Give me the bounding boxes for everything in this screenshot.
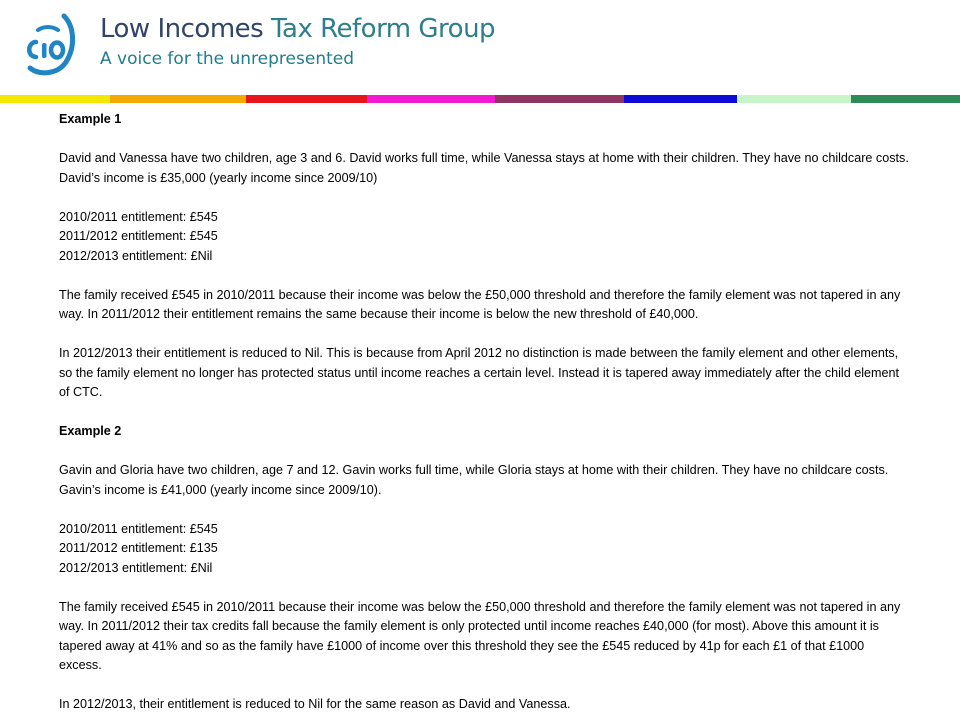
example2-entitlement-2012: 2012/2013 entitlement: £Nil [59,560,213,575]
stripe-segment [110,95,246,103]
example1-entitlement-2011: 2011/2012 entitlement: £545 [59,229,218,243]
stripe-segment [246,95,367,103]
stripe-segment [0,95,110,103]
litrg-logo [14,12,80,78]
stripe-segment [737,95,851,103]
example1-intro: David and Vanessa have two children, age 3 and 6. David works full time, while Vanessa stays at home with their children. They have no childcare costs. David’s income is £35,000 (yearly income since 2009/10) [59,151,909,185]
example2-heading: Example 2 [59,424,122,438]
color-stripe [0,95,960,103]
org-name-part1: Low Incomes [100,14,264,44]
org-name [100,14,495,44]
stripe-segment [851,95,960,103]
stripe-segment [624,95,737,103]
owl-logo-icon [14,12,80,78]
examples-content [59,110,909,715]
org-name-part2: Tax Reform Group [270,14,496,44]
example1-explanation-2: In 2012/2013 their entitlement is reduced to Nil. This is because from April 2012 no distinction is made between the family element and other elements, so the family element no longer has protected status until income reaches a certain level. Instead it is tapered away immediately after the child element of CTC. [59,346,900,399]
example1-heading: Example 1 [59,112,122,126]
example2-entitlement-2010: 2010/2011 entitlement: £545 [59,521,218,536]
example2-explanation-2: In 2012/2013, their entitlement is reduced to Nil for the same reason as David and Vanessa. [59,697,571,711]
tagline: A voice for the unrepresented [100,49,355,69]
example2-explanation-1: The family received £545 in 2010/2011 because their income was below the £50,000 threshold and therefore the family element was not tapered in any way. In 2011/2012 their tax credits fall because the family element is only protected until income reaches £40,000 (for most). Above this amount it is tapered away at 41% and so as the family have £1000 of income over this threshold they see the £545 reduced by 41p for each £1 of that £1000 excess. [59,599,901,672]
stripe-segment [495,95,624,103]
example2-entitlement-2011: 2011/2012 entitlement: £135 [59,541,218,555]
example1-entitlement-2010: 2010/2011 entitlement: £545 [59,209,218,224]
example1-explanation-1: The family received £545 in 2010/2011 because their income was below the £50,000 threshold and therefore the family element was not tapered in any way. In 2011/2012 their entitlement remains the same because their income is below the new threshold of £40,000. [59,287,901,321]
example2-intro: Gavin and Gloria have two children, age 7 and 12. Gavin works full time, while Gloria stays at home with their children. They have no childcare costs. Gavin’s income is £41,000 (yearly income since 2009/10). [59,463,889,497]
stripe-segment [367,95,495,103]
example1-entitlement-2012: 2012/2013 entitlement: £Nil [59,248,213,263]
